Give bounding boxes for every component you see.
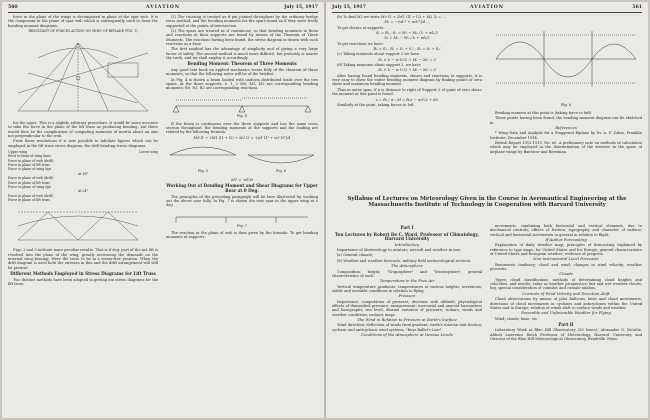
subsection-heading: Pressure <box>398 293 416 299</box>
formula: S₀ = R₀ ; S₁ = M₁ − M₀ / l₁ + wl₁/2 <box>375 31 439 36</box>
force-table <box>8 150 158 202</box>
paragraph: force in the plane of the wings is decomposed in plane of the spar web. It is the component in the plane of spar web which is subsequently used to draw the bending moment diagrams. <box>8 15 158 28</box>
paragraph: (c) Taking moments about support 2 we have <box>337 52 420 57</box>
paragraph: From these resolutions it is now possible to tabulate figures which can be employed in the lift truss stress diagram, the drift bending stress diagrams. <box>8 139 158 148</box>
references-heading: References <box>555 125 577 131</box>
right-page <box>326 2 648 418</box>
paragraph: The principles of the preceding paragraph will be best illustrated by working out the above case fully. In Fig. 7 is shown the rear spar in the upper wing at 0 deg. <box>166 194 318 208</box>
syllabus-left-column <box>332 224 482 414</box>
formula: x = R₂ / w ; M = R₂x − wx²/2 + M₂ <box>375 97 439 102</box>
paragraph: Bending moment at this point is (taking force to left) <box>495 111 592 115</box>
reference: British Report 1912-1913. No. 60. A preliminary note on methods of calculation which may be employed in the determination of the stresses in the spars of airplane wings by Bairstow and Berriman. <box>490 141 642 154</box>
paragraph: Any good text book on applied mechanics treats fully of the theorem of three moments, so that the following notes will be of the briefest. <box>166 68 318 77</box>
page-number: 561 <box>632 5 642 10</box>
article-title: Syllabus of Lectures on Meteorology Given in the Course in Aeronautical Engineering at the Massachusetts Institute of Technology in Cooperation with Harvard University <box>347 196 627 209</box>
table-row: Force in plane of web (drift) <box>8 176 54 181</box>
calculations-column <box>332 15 482 193</box>
running-header-right <box>332 5 642 12</box>
running-header-left <box>8 5 318 12</box>
table-row: Upper wing Lower wing <box>8 150 158 155</box>
subsection-heading: Introductory <box>394 241 420 247</box>
syllabus-title-block <box>334 196 640 208</box>
subsection-heading: Non-instrumental Local Forecasts <box>533 256 599 262</box>
figure-4 <box>166 92 318 122</box>
paragraph: Importance; computation of pressure; decrease with altitude; physiological effects of diminished pressure; measurement; mercurial and aneroid barometers and barographs; sea level, diurnal variation of pressure; isobars; winds and weather conditions; isobaric maps. <box>332 299 482 317</box>
figure-8 <box>490 15 642 111</box>
formula: M1 = -wl²/8 <box>231 178 253 183</box>
reference: * Wing Data and Analysis for a Staggered Biplane by Dr. A. F. Zahm, Franklin Institute, December 1914. <box>490 131 642 140</box>
subsection-heading: Temperature in the Free Air <box>379 278 435 284</box>
paragraph: Thus in outer span, if x is distance to right of Support 2 of point of zero shear, the moment at this point is found. <box>332 87 482 97</box>
issue-date: July 15, 1917 <box>284 5 318 10</box>
formula: R₂ × l₂ − w l₂²/2 + M₁ − M₂ = 0 <box>378 57 436 62</box>
wing-resultant-diagram <box>8 33 158 119</box>
table-row: Force in plane of web (drift) <box>8 158 54 163</box>
section-heading: Working Out of Bending Moment and Shear Diagrams for Upper Rear at 0 Deg. <box>166 183 318 194</box>
document-spread <box>2 2 648 418</box>
left-column <box>8 15 158 415</box>
paragraph: Wind; clouds; haze, etc. <box>495 316 539 321</box>
paragraph: After having found bending moments, shears and reactions at supports, it is very easy to draw the entire bending moment diagram by finding points of zero shear and maximum bending moment. <box>332 73 482 87</box>
paragraph: Composition; height; "Troposphere" and "Stratosphere"; general characteristics of each. <box>332 269 482 278</box>
paragraph: If the beam is continuous over the three supports and has the same cross section throughout, the bending moments at the supports and the loading are related by the following formula: <box>166 121 318 135</box>
paragraph: In Fig. 4 is shown a beam loaded with uniform distributed loads over the two spans. At the three supports, 0, 1, 2 M0, M1, M2 are corresponding bending moments; R0, R1, R2 are corresponding reactions. <box>166 77 318 91</box>
left-page <box>2 2 324 418</box>
figure-caption: Fig. 7 <box>237 223 247 228</box>
subsection-heading: Conditions of the Atmosphere at Various Levels <box>361 331 453 337</box>
paragraph: Explanation of daily weather map; principles of forecasting explained by reference to type maps, for United States and for Europe; general characteristics of United States and European weather; evidence of progress. <box>490 243 642 257</box>
paragraph: Vertical temperature gradients; temperatures at various heights; inversions; stable and unstable conditions in relation to flying. <box>332 284 482 293</box>
paragraph: (d) Taking moments about support 3, we have <box>337 63 421 68</box>
paragraph: To get reactions we have: <box>337 41 384 46</box>
page-number: 560 <box>8 5 18 10</box>
table-row: At 16° <box>77 171 89 176</box>
paragraph: (1) The trussing is treated as if pin jointed throughout by the ordinary bridge truss method, and the bending moments for the spars found as if they were freely supported at the points of intersection. <box>166 15 318 28</box>
table-row: Force in plane of lift truss <box>8 180 50 185</box>
paragraph: Types; cloud classification; methods of determining cloud heights and velocities, and results; value as weather prognostics; fair and wet weather clouds; fog; special consideration of cumulus and cumulo-nimbus. <box>490 277 642 291</box>
header-rule <box>332 12 642 13</box>
figure-1-caption: RESULTANT OF FORCES ACTING ON WING OF BIPLANE (FIG. 1) <box>28 29 138 34</box>
table-row: Pivot to front of wing lines <box>8 154 51 159</box>
paragraph: Wind direction; deflection of winds from gradient; earth's rotation and friction; cyclonic and anticyclonic wind systems; "Buys Ballot's Law". <box>332 323 482 332</box>
paragraph: Laboratory Work at Blue Hill Observatory (10 hours); Alexander G. McAdie, Abbott Lawrence Rotch Professor of Meteorology, Harvard University, and Director of the Blue Hill Meteorological Observatory, Readville, Mass. <box>490 328 642 342</box>
paragraph: (b) To find M2 we write M0 l1 + 2M1 (l1 + l2) + M2 l2 = ... <box>337 15 446 19</box>
right-column <box>166 15 318 415</box>
subsection-heading: If Author Forecasting <box>545 237 587 243</box>
paragraph: Barometric tendency; cloud and wind; changes in wind velocity; weather proverbs. <box>490 262 642 272</box>
paragraph: for the spars. This is a slightly arbitrary procedure. It would be more accurate to take the force in the plane of the lift truss as producing bending, but there would then be the complication of computing moments of inertia about an axis not perpendicular to the web. <box>8 121 158 139</box>
formula: R₃ × l₃ − w l₃²/2 + M₂ − M₃ = 0 <box>378 68 436 73</box>
journal-title: AVIATION <box>469 5 505 10</box>
figure-caption: Fig. 4 <box>237 113 247 118</box>
table-row: Force in plane of lift truss <box>8 197 50 202</box>
part-heading: Part II <box>558 321 574 327</box>
lecturer-heading: Ten Lectures by Robert De C. Ward, Professor of Climatology, Harvard University <box>335 231 479 242</box>
paragraph: Two distinct methods have been adopted in getting out stress diagrams for the lift truss. <box>8 277 158 286</box>
paragraph: The reaction in the plane of web is then given by the formula: To get bending moments at supports: <box>166 230 318 240</box>
paragraph: To get shears at supports: <box>337 25 385 30</box>
subsection-heading: Clouds <box>559 271 573 277</box>
paragraph: Importance of Meteorology to aviators; aircraft and weather in war: <box>337 248 462 253</box>
subsection-heading: The Wind in Relation to Pressure at Earth's Surface <box>357 316 457 322</box>
bending-moment-diagram <box>490 15 642 103</box>
issue-date: July 15, 1917 <box>332 5 366 10</box>
figure-2-3 <box>8 204 158 248</box>
paragraph: Cloud observations by means of pilot balloons, kites and cloud movements; directions of cloud movements in cyclones and anticyclones within the United States and in Europe; relation of winds aloft to surface winds and weather. <box>490 297 642 310</box>
table-row: Force to plane of wing tips <box>8 184 52 189</box>
section-heading: Bending Moment: Theorem of Three Moments <box>187 61 297 67</box>
paragraph: Figs. 2 and 3 indicate more peculiar results. That is if deg. part of the net lift is resolved into the plane of the wing, greatly increasing the demands on the internal wing bracing. Were the truss to be in a stress-free position. When the drift diagram is used both the stresses in this and the drift arrangement will still be present. <box>8 248 158 270</box>
table-row: At 24° <box>77 189 89 194</box>
list-item: (b) Weather and weather forecasts; military field meteorological services. <box>337 258 472 263</box>
list-item: (a) General climate; <box>337 253 374 258</box>
table-row: Force to plane of wing tips <box>8 167 52 172</box>
figure-7 <box>166 209 318 231</box>
figure-caption: Fig. 6 <box>276 169 286 174</box>
table-row: Force in plane of web (drift) <box>8 193 54 198</box>
syllabus-right-column <box>490 224 642 414</box>
formula: R₀ = S₀ ; R₁ = S₁ + S₁′ ; R₂ = S₂ + S₂′ <box>373 47 441 52</box>
header-rule <box>8 12 318 13</box>
subsection-heading: Favorable and Unfavorable Weather for Flying <box>521 310 611 316</box>
part-heading: Part I <box>400 225 414 230</box>
figure-caption: Fig. 8 <box>561 103 571 107</box>
subsection-heading: Currents of Wind Velocity and Direction Aloft <box>522 290 610 296</box>
paragraph: movements, combining both horizontal and vertical elements, due to mechanical controls; effects of friction, topography, and character of surface; vertical and horizontal movements in general in relation to flight. <box>490 224 642 237</box>
truss-diagrams <box>8 204 158 248</box>
moment-diagram <box>244 141 318 169</box>
paragraph: (2) The spars are treated as if continuous, so that bending moments in them and reactions at their supports are found by means of the Theorem of Three Moments. The reactions having been found, the stress diagram is drawn with such reactions as a base. <box>166 29 318 47</box>
shear-diagram <box>166 141 240 169</box>
figure-1 <box>8 29 158 121</box>
formula: S₂ = M₂ − M₁ / l₂ + wl₂/2 <box>384 36 430 41</box>
subsection-heading: The Atmosphere <box>391 263 423 269</box>
formula: M₂ = −(wl₁³ + w₂l₂³)/4 ... <box>384 20 430 25</box>
section-heading: Different Methods Employed in Stress Diagrams for Lift Truss <box>10 270 156 276</box>
figure-5-6 <box>166 141 318 177</box>
paragraph: The first method has the advantage of simplicity and of giving a very large factor of safety. The second method is much more difficult, but probably is nearer the truth, and we shall employ it accordingly. <box>166 47 318 61</box>
formula: M0 l1 + 2M1 (l1 + l2) + M2 l2 = -(w1 l1³ + w2 l2³)/4 <box>193 135 291 140</box>
journal-title: AVIATION <box>145 5 181 10</box>
paragraph: These points having been found, the bending moment diagram can be sketched in. <box>490 116 642 125</box>
figure-8-column <box>490 15 642 193</box>
figure-caption: Fig. 5 <box>198 169 208 174</box>
table-row: Force in plane of lift truss <box>8 163 50 168</box>
paragraph: Similarly at the point, taking forces to left. <box>337 102 415 107</box>
